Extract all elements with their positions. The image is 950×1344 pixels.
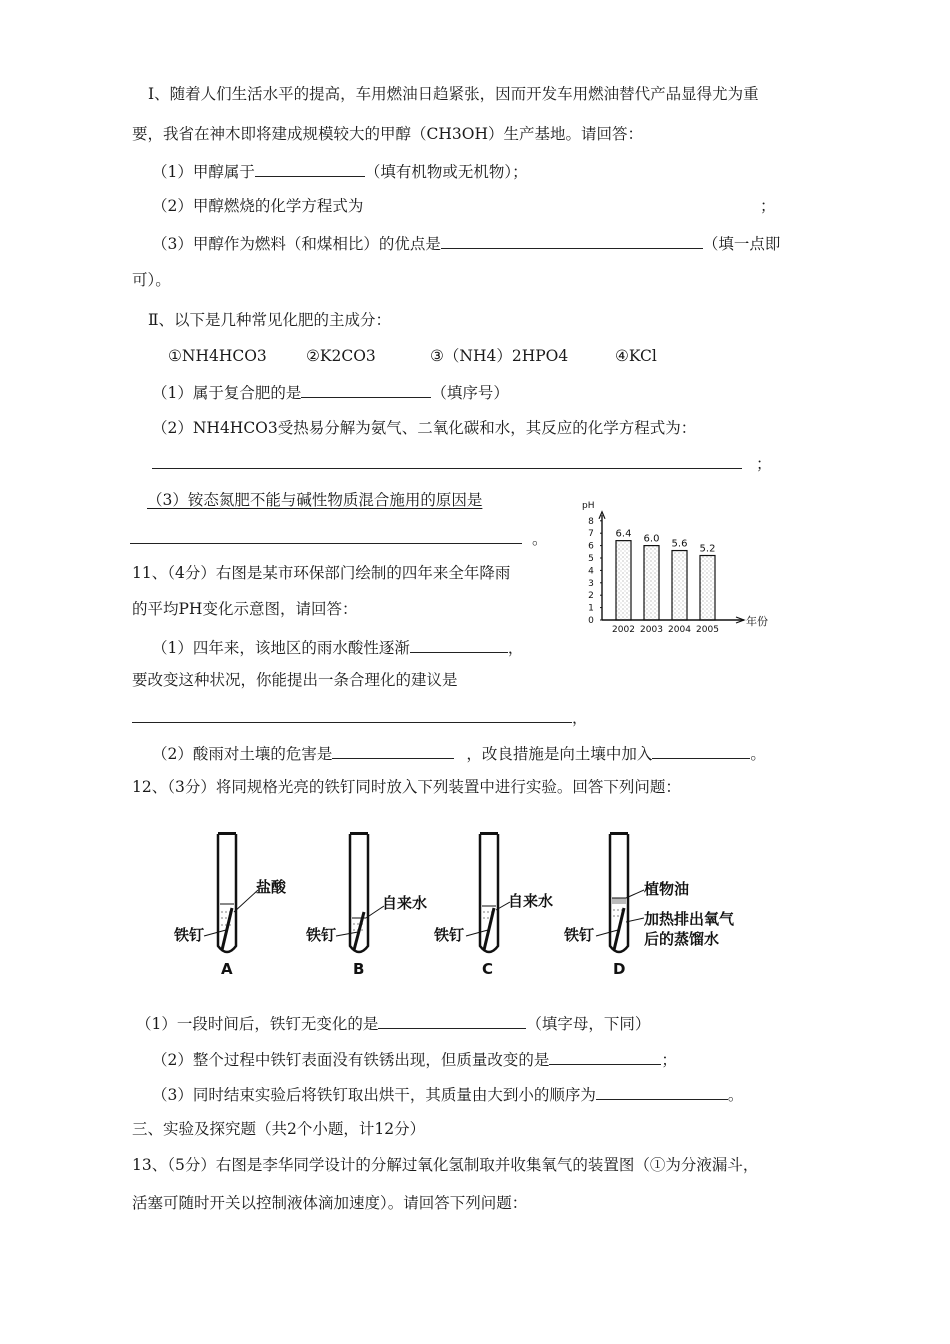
data-label-2005: 5.2 [699,543,716,555]
q11-sub1-suffix: ， [507,639,524,657]
part2-q1 [152,381,509,403]
fertilizer-1: ①NH4HCO3 [168,347,267,365]
part1-q3-prefix: （3）甲醇作为燃料（和煤相比）的优点是 [152,235,441,253]
data-label-2002: 6.4 [615,528,632,540]
part1-q2-end: ； [760,197,776,215]
tube-a-nail-label: 铁钉 [174,926,205,944]
bar-2002 [616,541,631,620]
q12-sub1-prefix: （1）一段时间后，铁钉无变化的是 [136,1015,379,1033]
bar-2005 [700,556,715,620]
tube-d [563,832,735,978]
q12-sub3 [152,1083,743,1105]
q11-sub2-end: 。 [750,745,766,763]
answer-blank[interactable] [549,1048,661,1065]
answer-blank[interactable] [130,527,522,544]
q11-sub1-end: ， [572,709,588,727]
part2-q1-suffix: （填序号） [431,384,509,402]
answer-blank[interactable] [132,706,572,723]
q12-sub2 [152,1048,677,1070]
part1-q1 [152,160,528,182]
answer-blank[interactable] [332,742,454,759]
q11-line2: 的平均PH变化示意图，请回答： [132,600,358,618]
tube-d-extra-label-2: 后的蒸馏水 [644,930,720,948]
y-tick-label: 7 [588,529,594,540]
y-tick-label: 2 [588,591,594,602]
part2-q1-prefix: （1）属于复合肥的是 [152,384,302,402]
tube-a-letter: A [221,960,233,978]
q13-line2: 活塞可随时开关以控制液体滴加速度）。请回答下列问题： [132,1194,528,1212]
q11-sub2-mid: ，改良措施是向土壤中加入 [466,745,653,763]
q11-sub1-line2: 要改变这种状况，你能提出一条合理化的建议是 [132,671,458,689]
q12-sub2-prefix: （2）整个过程中铁钉表面没有铁锈出现，但质量改变的是 [152,1051,550,1069]
part2-q2: （2）NH4HCO3受热易分解为氨气、二氧化碳和水，其反应的化学方程式为： [152,419,697,437]
answer-blank[interactable] [378,1012,526,1029]
data-label-2003: 6.0 [643,533,660,545]
x-tick-label-2003: 2003 [640,625,663,635]
answer-blank[interactable] [152,452,742,469]
tube-a [173,832,287,978]
x-tick-label-2004: 2004 [668,625,691,635]
tube-a-liquid-label: 盐酸 [256,878,287,896]
q12-line1: 12、（3分）将同规格光亮的铁钉同时放入下列装置中进行实验。回答下列问题： [132,778,681,796]
ph-bar-chart [578,496,790,644]
part1-intro-line1: Ⅰ、随着人们生活水平的提高，车用燃油日趋紧张，因而开发车用燃油替代产品显得尤为重 [148,85,759,103]
tube-d-liquid-label: 植物油 [644,880,690,898]
q12-sub3-suffix: 。 [727,1086,744,1104]
answer-blank[interactable] [652,742,750,759]
tube-d-extra-label-1: 加热排出氧气 [644,910,735,928]
q12-sub1 [136,1012,650,1034]
y-tick-label: 3 [588,578,594,589]
tube-b-nail-label: 铁钉 [306,926,337,944]
fertilizer-3: ③（NH4）2HPO4 [430,347,569,365]
tube-b-letter: B [353,960,365,978]
part1-q2: （2）甲醇燃烧的化学方程式为 [152,197,364,215]
part2-q3-answer-line [130,527,548,549]
q11-sub1 [152,636,523,658]
answer-blank[interactable] [410,636,508,653]
q11-sub2-prefix: （2）酸雨对土壤的危害是 [152,745,333,763]
iron-nail-experiment-figure [170,826,770,986]
x-tick-label-2005: 2005 [696,625,719,635]
q11-sub1-answer-line [132,706,588,728]
part2-q2-end: ； [756,455,772,473]
answer-blank[interactable] [596,1083,728,1100]
part2-q2-answer-line [152,452,772,474]
answer-blank[interactable] [441,232,703,249]
part1-q3-cont: 可）。 [132,271,171,289]
tube-d-nail-label: 铁钉 [564,926,595,944]
tube-d-letter: D [613,960,626,978]
section3-title: 三、实验及探究题（共2个小题，计12分） [132,1120,426,1138]
bar-2004 [672,551,687,620]
y-tick-label: 0 [588,616,594,626]
part2-q3: （3）铵态氮肥不能与碱性物质混合施用的原因是 [147,491,483,509]
y-tick-label: 6 [588,541,594,552]
q12-sub2-suffix: ； [661,1051,677,1069]
q13-line1: 13、（5分）右图是李华同学设计的分解过氧化氢制取并收集氧气的装置图（①为分液漏斗， [132,1156,759,1174]
part1-q3-suffix: （填一点即 [702,235,781,253]
part1-q1-prefix: （1）甲醇属于 [152,163,255,181]
part2-q3-end: 。 [532,530,548,548]
y-tick-label: 1 [588,603,594,614]
tube-c [433,832,553,978]
x-tick-label-2002: 2002 [612,625,635,635]
tube-c-letter: C [482,960,494,978]
q12-sub1-suffix: （填字母，下同） [526,1015,651,1033]
part1-q1-suffix: （填有机物或无机物）； [364,163,528,181]
answer-blank[interactable] [301,381,431,398]
data-label-2004: 5.6 [671,538,688,550]
q11-sub2 [152,742,766,764]
q11-sub1-prefix: （1）四年来，该地区的雨水酸性逐渐 [152,639,410,657]
y-axis-label: pH [582,501,595,511]
fertilizer-4: ④KCl [615,347,657,365]
tube-c-nail-label: 铁钉 [434,926,465,944]
q12-sub3-prefix: （3）同时结束实验后将铁钉取出烘干，其质量由大到小的顺序为 [152,1086,596,1104]
y-tick-label: 5 [588,554,594,564]
tube-b [305,832,427,978]
y-tick-label: 4 [588,566,594,577]
part1-q3 [152,232,780,254]
part2-intro: Ⅱ、以下是几种常见化肥的主成分： [148,311,392,329]
part1-intro-line2: 要，我省在神木即将建成规模较大的甲醇（CH3OH）生产基地。请回答： [132,125,643,143]
tube-c-liquid-label: 自来水 [508,892,554,910]
y-tick-label: 8 [588,516,594,527]
q11-line1: 11、（4分）右图是某市环保部门绘制的四年来全年降雨 [132,564,511,582]
x-axis-label: 年份 [746,615,768,628]
fertilizer-2: ②K2CO3 [306,347,376,365]
answer-blank[interactable] [255,160,365,177]
tube-b-liquid-label: 自来水 [382,894,428,912]
bar-2003 [644,546,659,620]
